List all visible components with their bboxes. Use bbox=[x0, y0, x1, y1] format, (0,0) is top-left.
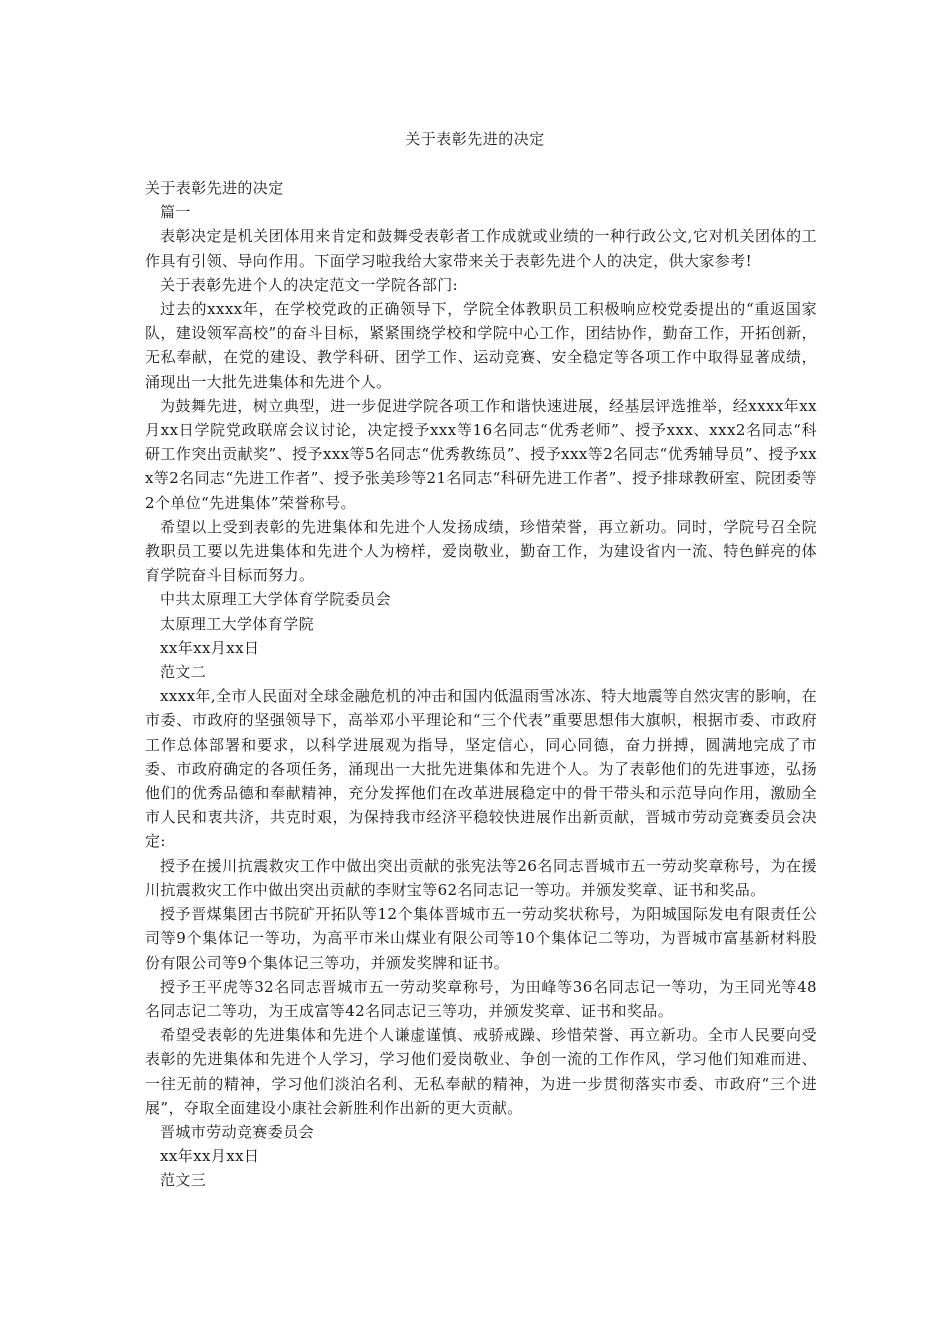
paragraph: 授予在援川抗震救灾工作中做出突出贡献的张宪法等26名同志晋城市五一劳动奖章称号，为在援川抗震救灾工作中做出突出贡献的李财宝等62名同志记一等功。并颁发奖章、证书和奖品。 bbox=[145, 856, 817, 899]
paragraph: 授予王平虎等32名同志晋城市五一劳动奖章称号，为田峰等36名同志记一等功，为王同光等48名同志记二等功，为王成富等42名同志记三等功，并颁发奖章、证书和奖品。 bbox=[145, 977, 817, 1020]
paragraph: 太原理工大学体育学院 bbox=[160, 614, 315, 633]
paragraph: xxxx年,全市人民面对全球金融危机的冲击和国内低温雨雪冰冻、特大地震等自然灾害的影响，在市委、市政府的坚强领导下，高举邓小平理论和“三个代表”重要思想伟大旗帜，根据市委、市政府工作总体部署和要求，以科学进展观为指导，坚定信心，同心同德，奋力拼搏，圆满地完成了市委、市政府确定的各项任务，涌现出一大批先进集体和先进个人。为了表彰他们的先进事迹，弘扬他们的优秀品德和奉献精神，充分发挥他们在改革进展稳定中的骨干带头和示范导向作用，激励全市人民和衷共济，共克时艰，为保持我市经济平稳较快进展作出新贡献，晋城市劳动竞赛委员会决定: bbox=[145, 687, 817, 851]
paragraph: 希望受表彰的先进集体和先进个人谦虚谨慎、戒骄戒躁、珍惜荣誉、再立新功。全市人民要向受表彰的先进集体和先进个人学习，学习他们爱岗敬业、争创一流的工作作风，学习他们知难而进、一往无前的精神，学习他们淡泊名利、无私奉献的精神，为进一步贯彻落实市委、市政府“三个进展”，夺取全面建设小康社会新胜利作出新的更大贡献。 bbox=[145, 1026, 817, 1117]
document-body bbox=[145, 176, 817, 1193]
paragraph: 范文二 bbox=[160, 663, 207, 682]
paragraph: 篇一 bbox=[160, 203, 191, 222]
paragraph: 过去的xxxx年，在学校党政的正确领导下，学院全体教职员工积极响应校党委提出的“重返国家队，建设领军高校”的奋斗目标，紧紧围绕学校和学院中心工作，团结协作，勤奋工作，开拓创新，无私奉献，在党的建设、教学科研、团学工作、运动竞赛、安全稳定等各项工作中取得显著成绩，涌现出一大批先进集体和先进个人。 bbox=[145, 300, 817, 391]
paragraph: 晋城市劳动竞赛委员会 bbox=[160, 1122, 315, 1141]
paragraph: xx年xx月xx日 bbox=[160, 638, 260, 657]
document-title: 关于表彰先进的决定 bbox=[405, 130, 545, 148]
paragraph: xx年xx月xx日 bbox=[160, 1147, 260, 1166]
paragraph: 为鼓舞先进，树立典型，进一步促进学院各项工作和谐快速进展，经基层评选推举，经xxxx年xx月xx日学院党政联席会议讨论，决定授予xxx等16名同志“优秀老师”、授予xxx、xxx2名同志“科研工作突出贡献奖”、授予xxx等5名同志“优秀教练员”、授予xxx等2名同志“优秀辅导员”、授予xxx等2名同志“先进工作者”、授予张美珍等21名同志“科研先进工作者”、授予排球教研室、院团委等2个单位“先进集体”荣誉称号。 bbox=[145, 396, 817, 512]
paragraph: 关于表彰先进个人的决定范文一学院各部门: bbox=[160, 275, 459, 294]
paragraph: 表彰决定是机关团体用来肯定和鼓舞受表彰者工作成就或业绩的一种行政公文,它对机关团体的工作具有引领、导向作用。下面学习啦我给大家带来关于表彰先进个人的决定，供大家参考! bbox=[145, 227, 817, 270]
paragraph: 授予晋煤集团古书院矿开拓队等12个集体晋城市五一劳动奖状称号，为阳城国际发电有限责任公司等9个集体记一等功，为高平市米山煤业有限公司等10个集体记二等功，为晋城市富基新材料股份有限公司等9个集体记三等功，并颁发奖牌和证书。 bbox=[145, 905, 817, 972]
paragraph: 范文三 bbox=[160, 1171, 207, 1190]
paragraph: 希望以上受到表彰的先进集体和先进个人发扬成绩，珍惜荣誉，再立新功。同时，学院号召全院教职员工要以先进集体和先进个人为榜样，爱岗敬业，勤奋工作，为建设省内一流、特色鲜亮的体育学院奋斗目标而努力。 bbox=[145, 517, 817, 585]
paragraph: 关于表彰先进的决定 bbox=[145, 179, 284, 197]
paragraph: 中共太原理工大学体育学院委员会 bbox=[160, 590, 392, 609]
